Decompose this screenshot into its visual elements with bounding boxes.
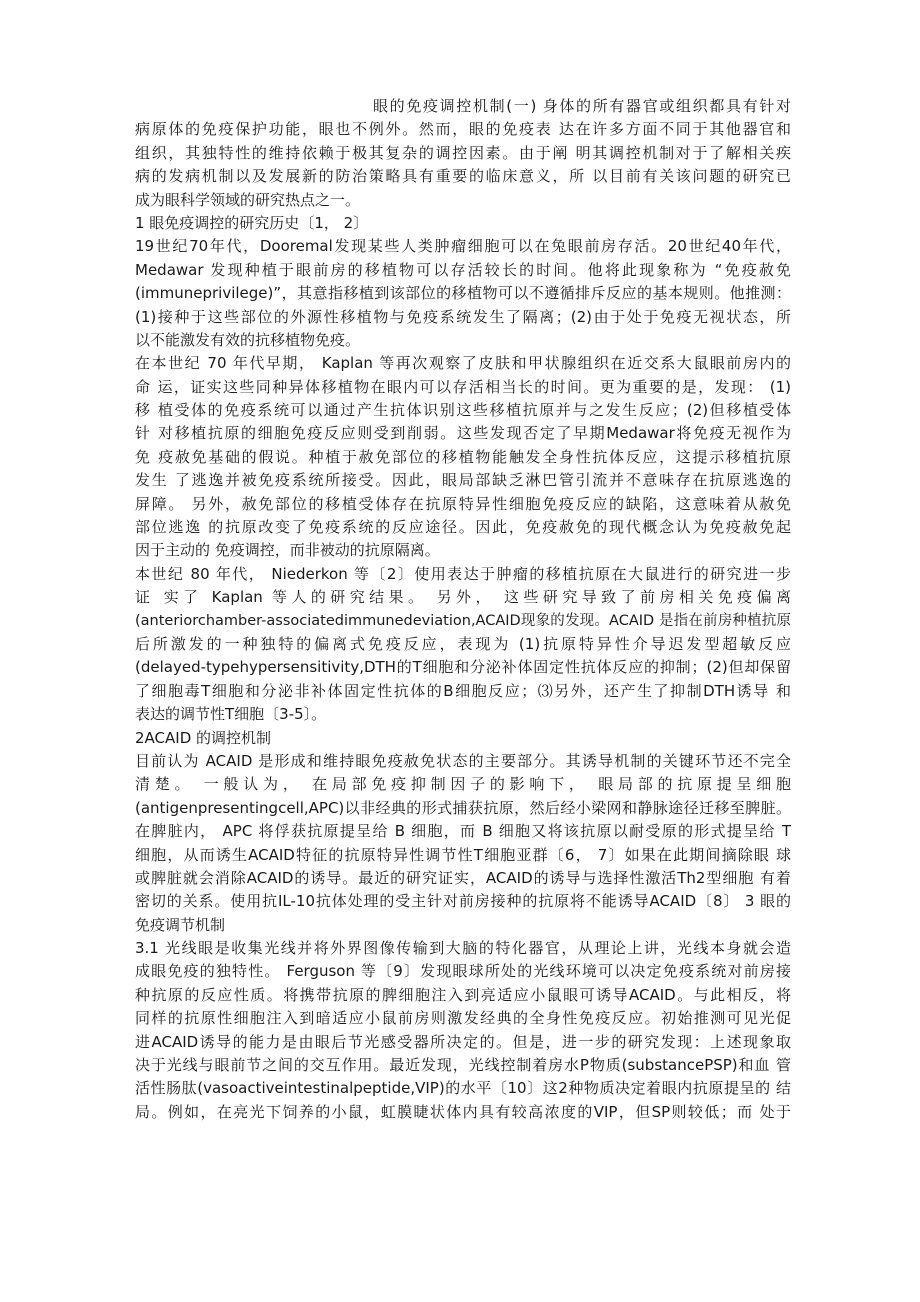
text-line: 细胞，从而诱生ACAID特征的抗原特异性调节性T细胞亚群〔6， 7〕如果在此期间摘除眼 球 [135,845,791,864]
text-line: (antigenpresentingcell,APC)以非经典的形式捕获抗原，然后经小梁网和静脉途径迁移至脾脏。 [135,798,791,817]
text-line: 组织，其独特性的维持依赖于极其复杂的调控因素。由于阐 明其调控机制对于了解相关疾 [135,143,791,162]
document-body [135,95,791,1124]
text-line: 免疫调节机制 [135,915,226,934]
text-line: 清楚。 一般认为， 在局部免疫抑制因子的影响下， 眼局部的抗原提呈细胞 [135,775,791,794]
text-line: 决于光线与眼前节之间的交互作用。最近发现，光线控制着房水P物质(substancePSP)和血 管 [135,1056,791,1075]
text-line: Medawar 发现种植于眼前房的移植物可以存活较长的时间。他将此现象称为 “免疫赦免 [135,260,791,279]
text-line: 部位逃逸 的抗原改变了免疫系统的反应途径。因此，免疫赦免的现代概念认为免疫赦免起 [135,518,791,537]
text-line: 以不能激发有效的抗移植物免疫。 [135,330,361,349]
text-line: 本世纪 80 年代， Niederkon 等〔2〕使用表达于肿瘤的移植抗原在大鼠进行的研究进一步 [135,564,791,583]
text-line: 移 植受体的免疫系统可以通过产生抗体识别这些移植抗原并与之发生反应；(2)但移植受体 [135,401,791,420]
text-line: (1)接种于这些部位的外源性移植物与免疫系统发生了隔离；(2)由于处于免疫无视状态，所 [135,307,791,326]
text-line: 活性肠肽(vasoactiveintestinalpeptide,VIP)的水平〔10〕这2种物质决定着眼内抗原提呈的 结 [135,1079,791,1098]
text-line: (delayed-typehypersensitivity,DTH的T细胞和分泌补体固定性抗体反应的抑制；(2)但却保留 [135,658,791,677]
text-line: 目前认为 ACAID 是形成和维持眼免疫赦免状态的主要部分。其诱导机制的关键环节还不完全 [135,751,791,770]
text-line: 密切的关系。使用抗IL-10抗体处理的受主针对前房接种的抗原将不能诱导ACAID〔8〕 3 眼的 [135,892,791,911]
text-line: 成为眼科学领域的研究热点之一。 [135,190,361,209]
text-line: 病原体的免疫保护功能，眼也不例外。然而，眼的免疫表 达在许多方面不同于其他器官和 [135,120,791,139]
section-heading: 1 眼免疫调控的研究历史〔1， 2〕 [135,213,369,232]
text-line: (immuneprivilege)”，其意指移植到该部位的移植物可以不遵循排斥反应的基本规则。他推测： [135,284,791,303]
text-line: (anteriorchamber-associatedimmunedeviation,ACAID现象的发现。ACAID 是指在前房种植抗原 [135,612,791,629]
text-line: 命 运，证实这些同种异体移植物在眼内可以存活相当长的时间。更为重要的是，发现： (1) [135,377,791,396]
text-line: 发生 了逃逸并被免疫系统所接受。因此，眼局部缺乏淋巴管引流并不意味存在抗原逃逸的 [135,471,791,490]
text-line: 同样的抗原性细胞注入到暗适应小鼠前房则激发经典的全身性免疫反应。初始推测可见光促 [135,1009,791,1028]
text-line: 病的发病机制以及发展新的防治策略具有重要的临床意义，所 以目前有关该问题的研究已 [135,167,791,186]
text-line: 3.1 光线眼是收集光线并将外界图像传输到大脑的特化器官，从理论上讲，光线本身就会造 [135,939,791,958]
text-line: 或脾脏就会消除ACAID的诱导。最近的研究证实，ACAID的诱导与选择性激活Th2型细胞 有着 [135,868,791,887]
text-line: 屏障。 另外，赦免部位的移植受体存在抗原特异性细胞免疫反应的缺陷，这意味着从赦免 [135,494,791,513]
text-line: 局。例如，在亮光下饲养的小鼠，虹膜睫状体内具有较高浓度的VIP，但SP则较低；而 处于 [135,1102,791,1121]
section-heading: 2ACAID 的调控机制 [135,728,272,747]
text-line: 后所激发的一种独特的偏离式免疫反应，表现为 (1)抗原特异性介导迟发型超敏反应 [135,634,791,653]
text-line: 在脾脏内， APC 将俘获抗原提呈给 B 细胞，而 B 细胞又将该抗原以耐受原的形式提呈给 T [135,822,791,841]
text-line: 表达的调节性T细胞〔3-5〕。 [135,705,327,724]
text-line: 19世纪70年代，Dooremal发现某些人类肿瘤细胞可以在兔眼前房存活。20世纪40年代， [135,237,791,256]
text-line: 在本世纪 70 年代早期， Kaplan 等再次观察了皮肤和甲状腺组织在近交系大鼠眼前房内的 [135,354,791,373]
text-line: 进ACAID诱导的能力是由眼后节光感受器所决定的。但是，进一步的研究发现：上述现象取 [135,1032,791,1051]
text-line: 针 对移植抗原的细胞免疫反应则受到削弱。这些发现否定了早期Medawar将免疫无视作为 [135,424,791,443]
text-line: 证 实了 Kaplan 等人的研究结果。 另外， 这些研究导致了前房相关免疫偏离 [135,588,791,607]
text-line: 眼的免疫调控机制(一) 身体的所有器官或组织都具有针对 [373,97,791,115]
text-line: 因于主动的 免疫调控，而非被动的抗原隔离。 [135,541,440,560]
text-line: 了细胞毒T细胞和分泌非补体固定性抗体的B细胞反应；⑶另外，还产生了抑制DTH诱导 和 [135,681,791,700]
text-line: 成眼免疫的独特性。 Ferguson 等〔9〕发现眼球所处的光线环境可以决定免疫系统对前房接 [135,962,791,981]
text-line: 免 疫赦免基础的假说。种植于赦免部位的移植物能触发全身性抗体反应，这提示移植抗原 [135,447,791,466]
text-line: 种抗原的反应性质。将携带抗原的脾细胞注入到亮适应小鼠眼可诱导ACAID。与此相反，将 [135,985,791,1004]
